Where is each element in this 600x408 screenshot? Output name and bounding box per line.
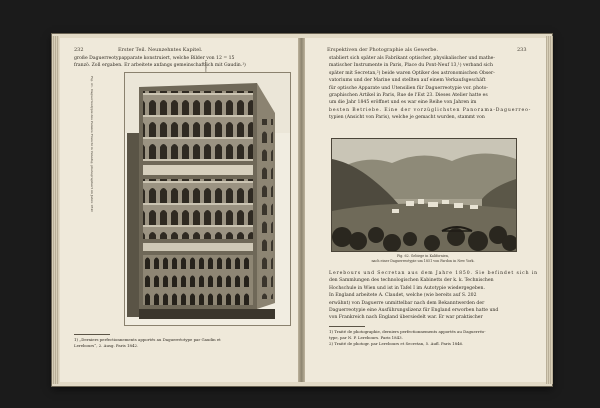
landscape-photo	[331, 138, 517, 252]
book-gutter	[298, 38, 305, 382]
right-page-edges	[546, 36, 553, 384]
footnote: 2) Traité de photogr. par Lerebours et Secretan, 5. Aufl. Paris 1846.	[329, 341, 464, 346]
body-text-top	[329, 55, 531, 122]
text-line: franzö. Zoll ergaben. Er arbeitete anfangs gemeinschaftlich mit Gaudin.¹)	[74, 63, 246, 69]
running-head: Erspektiven der Photographie als Gewerbe.	[327, 47, 438, 53]
right-page	[305, 38, 546, 382]
text-line: matischer Instrumente in Paris, Place du Pont-Neuf 13,¹) verband sich	[329, 63, 493, 69]
figure-caption-detail: nach einer Daguerreotypie um 1851 von Fardon in New York.	[371, 259, 475, 263]
figure-caption-vertical: Fig. 61. Daguerreotypie des Palazzo Franchi in Venedig, photographiert im Jahre 1840	[90, 76, 94, 213]
footnotes	[329, 329, 486, 347]
text-line: graphischen Artikel in Paris, Rue de l'Est 23. Dieses Atelier hatte es	[329, 93, 488, 99]
text-line: In England arbeitete A. Claudet, welche (wie bereits auf S. 202	[329, 293, 477, 299]
running-head: Erster Teil. Neunzehntes Kapitel.	[118, 47, 203, 53]
footnote: Lerebours“, 2. Ausg. Paris 1842.	[74, 343, 139, 348]
body-text	[74, 55, 246, 70]
text-line: stabliert sich später als Fabrikant optischer, physikalischer und mathe-	[329, 56, 495, 61]
figure-caption: Fig. 62. Gebirge in Kalifornien,	[396, 254, 450, 258]
left-page-edges	[52, 36, 59, 384]
text-line: Lerebours und Secretan aus dem Jahre 1850. Sie befindet sich in	[329, 271, 539, 276]
building-photo	[124, 72, 291, 326]
page-number: 233	[517, 47, 527, 53]
text-line: erwähnt) von Daguerre unmittelbar nach dem Bekanntwerden der	[329, 300, 485, 306]
footnote: type, par N. P. Lerebours. Paris 1843.	[329, 335, 403, 340]
text-line: Daguerreotypie eine Ausführungslizenz für England erworben hatte und	[329, 308, 499, 314]
text-line: vatoriums und der Marine und stellten auf einem Verkaufsgeschäft	[329, 78, 486, 84]
text-line: typien (Ansicht von Paris), welche je gemacht wurden, stammt von	[329, 115, 485, 121]
footnote-rule	[74, 334, 110, 335]
text-line: Hochschule in Wien und ist in Tafel I im Autotypie wiedergegeben.	[329, 285, 485, 291]
footnote: 1) Traité de photographie, derniers perfectionnements apportés au Daguerréo-	[329, 329, 486, 334]
text-line: um die Jahr 1845 eröffnet und es war eine Reihe von Jahren im	[329, 100, 477, 106]
page-number: 232	[74, 47, 84, 53]
footnote: 1) „Derniers perfectionnements apportés au Daguerréotype par Gaudin et	[74, 337, 221, 342]
body-text-bottom	[329, 270, 538, 322]
footnote-rule	[329, 326, 365, 327]
text-line: den Sammlungen des technologischen Kabinetts der k. k. Technischen	[329, 278, 494, 284]
left-page	[60, 38, 298, 382]
footnotes	[74, 337, 221, 349]
text-line: von Frankreich nach England übersiedelt war. Er war praktischer	[329, 315, 483, 321]
text-line: besten Betriebe. Eine der vorzüglichsten Panorama-Daguerreo-	[329, 107, 532, 113]
text-line: für optische Apparate und Utensilien für Daguerreotypie vor. photo-	[329, 85, 488, 91]
text-line: später mit Secretan,²) beide waren Optiker des astronomischen Obser-	[329, 70, 495, 76]
text-line: große Daguerreotypapparate konstruiert, welche Bilder von 12 = 15	[74, 56, 235, 61]
